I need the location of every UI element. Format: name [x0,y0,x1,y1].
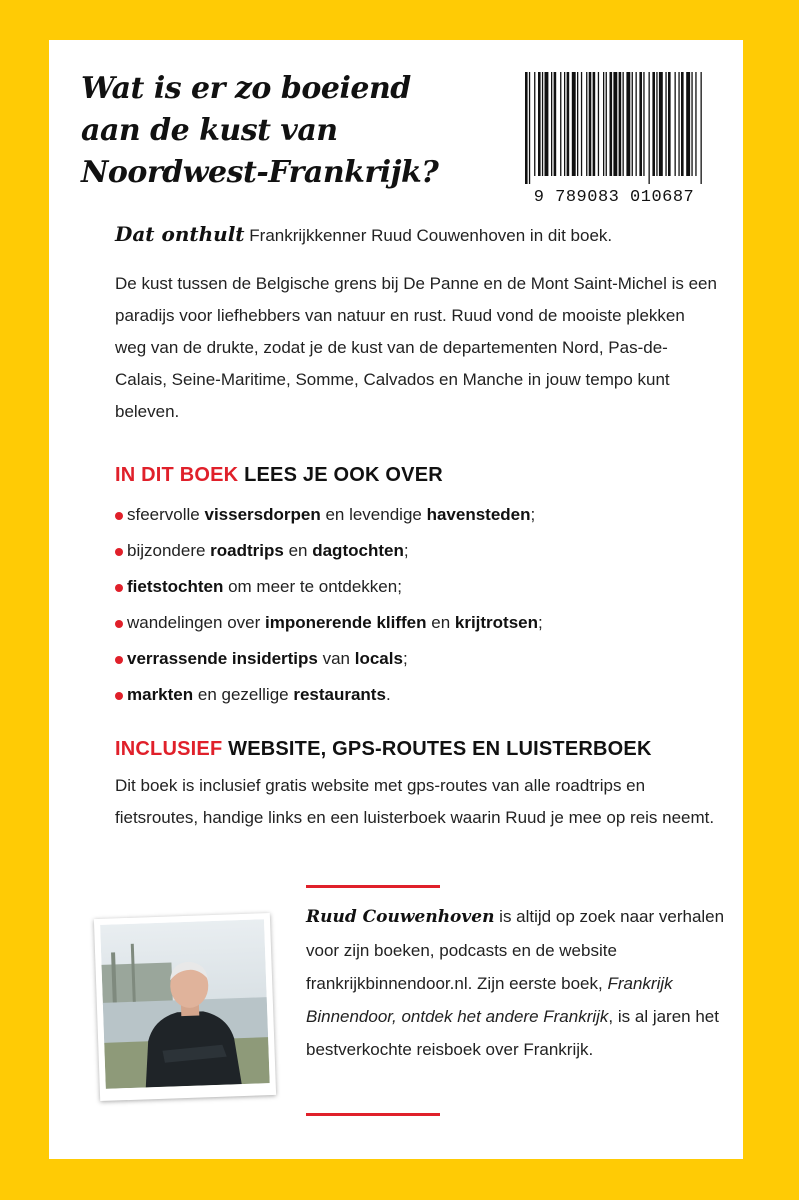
feature-text: ; [402,649,408,668]
barcode-bar [686,72,690,176]
barcode-bar [619,72,622,176]
barcode-bar [659,72,663,176]
barcode-bar [656,72,657,176]
barcode-bar [529,72,530,184]
barcode-bars [519,72,709,186]
barcode-bar [691,72,692,176]
barcode-bar [542,72,543,176]
section-heading-inclusief [115,738,652,761]
barcode-bar [577,72,578,176]
bullet-icon [115,656,123,664]
isbn-barcode [519,72,709,217]
section-heading-red: INCLUSIEF [115,738,223,760]
lead-sentence [115,218,715,252]
feature-text: ; [403,541,409,560]
barcode-bar [564,72,565,176]
feature-item [115,497,715,533]
barcode-bar [695,72,696,176]
barcode-bar [554,72,557,176]
barcode-bar [593,72,596,176]
barcode-bar [652,72,655,176]
feature-keyword: verrassende insidertips [127,649,318,668]
bullet-icon [115,548,123,556]
bullet-icon [115,620,123,628]
barcode-bar [534,72,535,176]
feature-item [115,641,715,677]
feature-text: bijzondere [127,541,211,560]
bio-text-2: , is al jaren het bestverkochte reisboek over Frankrijk. [306,1007,719,1059]
feature-text: . [385,685,391,704]
feature-item [115,605,715,641]
author-photo [94,913,276,1101]
feature-text: wandelingen over [127,613,265,632]
barcode-bar [567,72,570,176]
barcode-bar [681,72,684,176]
barcode-bar [678,72,679,176]
bio-book-title: Frankrijk Binnendoor, ontdek het andere Frankrijk [306,974,673,1026]
feature-keyword: havensteden [426,505,531,524]
feature-list [115,497,715,713]
bullet-icon [115,584,123,592]
feature-keyword: locals [354,649,403,668]
bullet-icon [115,512,123,520]
section-heading-black: WEBSITE, GPS-ROUTES EN LUISTERBOEK [222,738,652,760]
lead-rest: Frankrijkkenner Ruud Couwenhoven in dit boek. [244,226,613,245]
feature-text: en [426,613,455,632]
feature-keyword: fietstochten [127,577,224,596]
feature-item [115,569,715,605]
divider-top [306,885,440,888]
feature-text: sfeervolle [127,505,205,524]
feature-text: en levendige [320,505,427,524]
feature-text: ; [538,613,543,632]
barcode-bar [538,72,541,176]
barcode-bar [545,72,549,176]
barcode-bar [668,72,671,176]
section-heading-red: IN DIT BOEK [115,464,239,486]
feature-item [115,533,715,569]
bullet-icon [115,692,123,700]
headline-line-1: Wat is er zo boeiend [81,71,411,106]
headline [81,68,501,194]
barcode-bar [665,72,666,176]
barcode-bar [643,72,644,176]
feature-keyword: roadtrips [210,541,284,560]
feature-keyword: restaurants [293,685,386,704]
barcode-bar [551,72,552,176]
feature-item [115,677,715,713]
barcode-bar [613,72,617,176]
section-heading-black: LEES JE OOK OVER [238,464,443,486]
feature-text: en [283,541,313,560]
barcode-bar [623,72,624,176]
barcode-bar [581,72,582,176]
barcode-bar [525,72,528,184]
feature-keyword: krijtrotsen [454,613,539,632]
author-bio [306,900,736,1066]
feature-text: om meer te ontdekken; [223,577,402,596]
author-name: Ruud Couwenhoven [306,907,495,927]
barcode-bar [586,72,587,176]
barcode-bar [603,72,604,176]
feature-keyword: vissersdorpen [204,505,321,524]
barcode-bar [649,72,650,184]
barcode-bar [560,72,561,176]
feature-keyword: imponerende kliffen [264,613,427,632]
headline-line-2: aan de kust van [81,113,338,148]
barcode-bar [639,72,642,176]
barcode-bar [636,72,637,176]
lead-emphasis: Dat onthult [115,222,245,246]
barcode-bar [572,72,576,176]
author-portrait-image [100,919,270,1089]
barcode-bar [606,72,607,176]
headline-line-3: Noordwest-Frankrijk? [81,155,439,190]
feature-text: van [317,649,355,668]
barcode-bar [598,72,599,176]
feature-text: ; [530,505,536,524]
barcode-bar [626,72,630,176]
divider-bottom [306,1113,440,1116]
barcode-bar [610,72,613,176]
feature-keyword: markten [127,685,194,704]
bio-text-1: is altijd op zoek naar verhalen voor zijn boeken, podcasts en de website frankrijkbinnendoor.nl. Zijn eerste boek, [306,907,725,993]
barcode-bar [632,72,633,176]
isbn-number: 9 789083 010687 [533,188,695,207]
feature-keyword: dagtochten [312,541,404,560]
barcode-bar [701,72,702,184]
barcode-bar [589,72,592,176]
section-heading-features [115,464,443,487]
intro-paragraph: De kust tussen de Belgische grens bij De Panne en de Mont Saint-Michel is een paradijs voor liefhebbers van natuur en rust. Ruud vond de mooiste plekken weg van de drukte, zodat je de kust van de departementen Nord, Pas-de-Calais, Seine-Maritime, Somme, Calvados en Manche in jouw tempo kunt beleven. [115,274,717,421]
back-cover-panel [49,40,743,1159]
barcode-bar [675,72,676,176]
inclusief-paragraph: Dit boek is inclusief gratis website met gps-routes van alle roadtrips en fietsroutes, handige links en een luisterboek waarin Ruud je mee op reis neemt. [115,776,715,827]
feature-text: en gezellige [193,685,294,704]
